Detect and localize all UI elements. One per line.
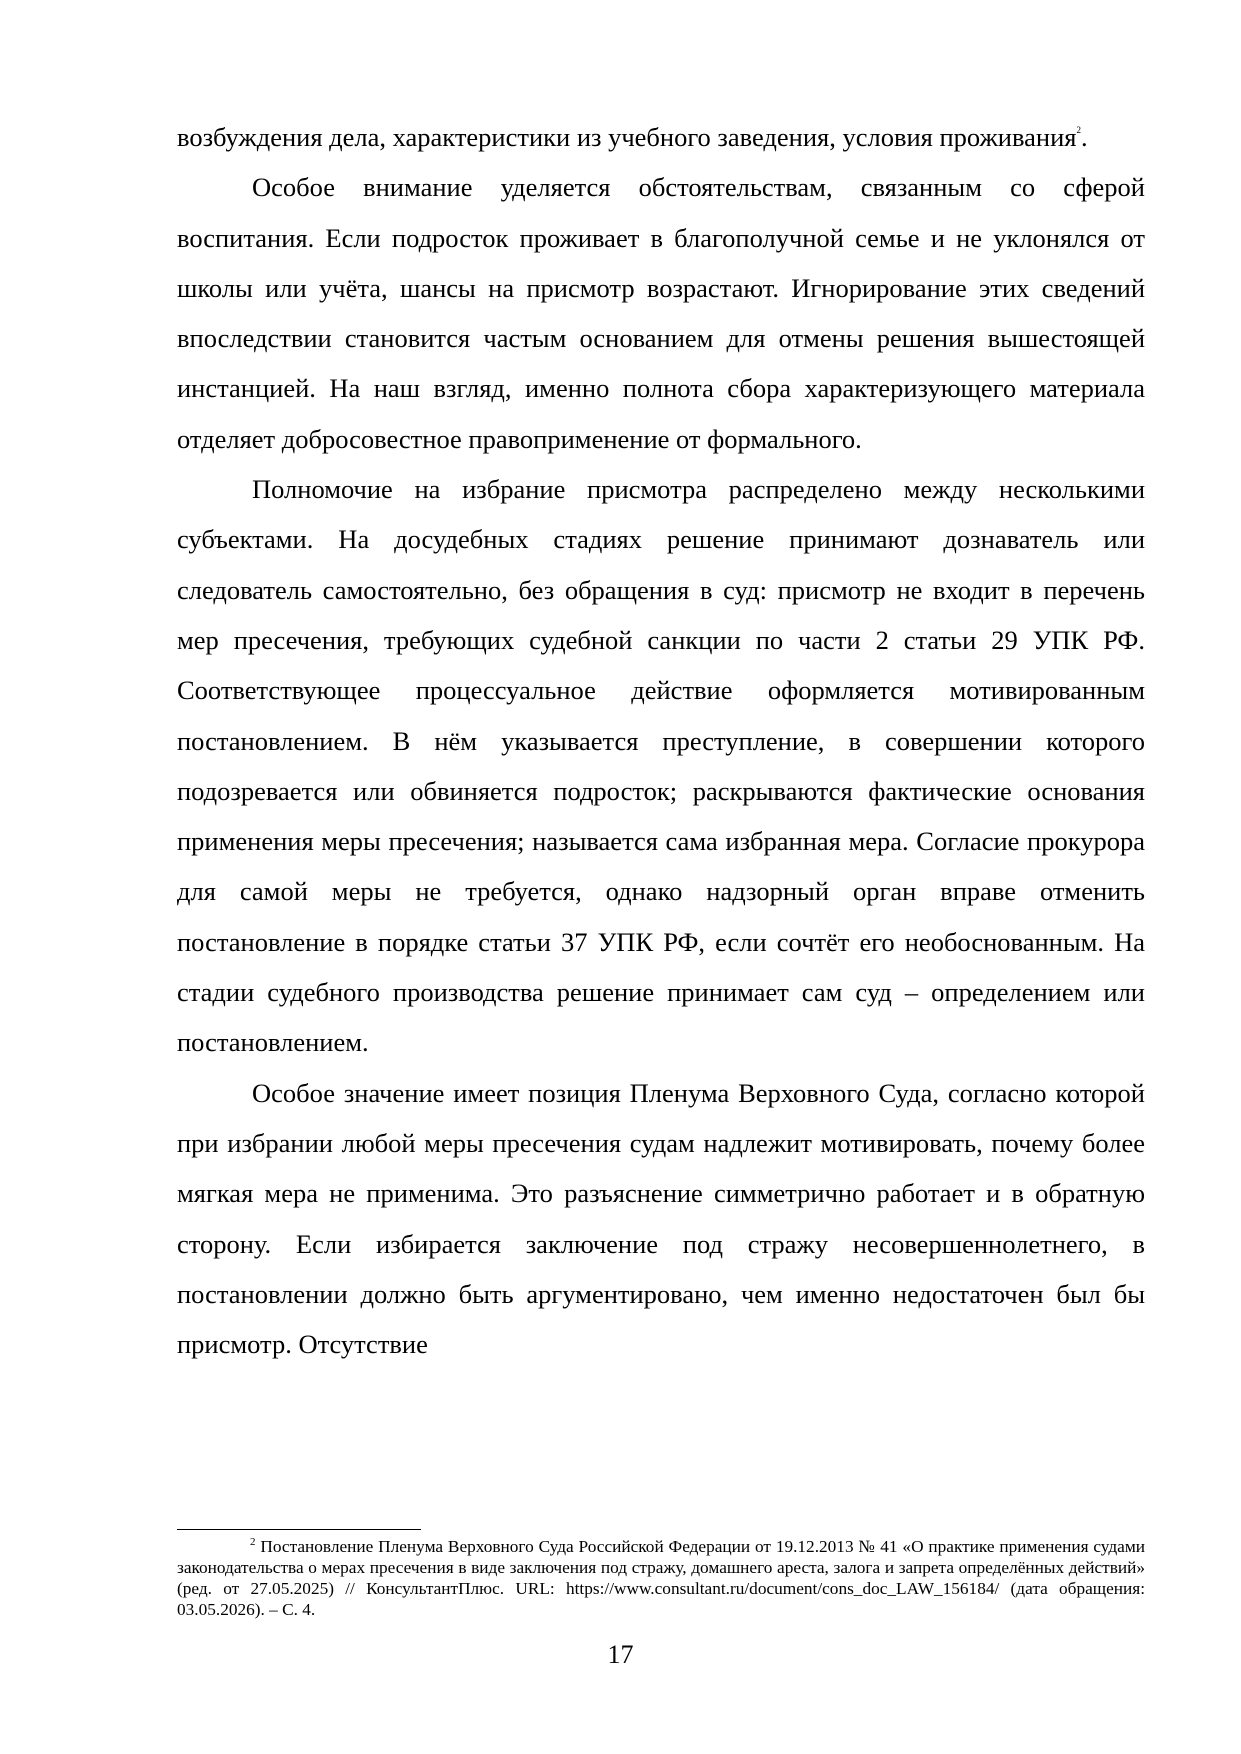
paragraph-continuation xyxy=(177,112,1145,162)
paragraph-text: возбуждения дела, характеристики из учебного заведения, условия проживания xyxy=(177,122,1077,152)
footnote xyxy=(177,1536,1145,1620)
body-text xyxy=(177,112,1145,1369)
paragraph-authority: Полномочие на избрание присмотра распределено между несколькими субъектами. На досудебных стадиях решение принимают дознаватель или следователь самостоятельно, без обращения в суд: присмотр не входит в перечень мер пресечения, требующих судебной санкции по части 2 статьи 29 УПК РФ. Соответствующее процессуальное действие оформляется мотивированным постановлением. В нём указывается преступление, в совершении которого подозревается или обвиняется подросток; раскрываются фактические основания применения меры пресечения; называется сама избранная мера. Согласие прокурора для самой меры не требуется, однако надзорный орган вправе отменить постановление в порядке статьи 37 УПК РФ, если сочтёт его необоснованным. На стадии судебного производства решение принимает сам суд – определением или постановлением. xyxy=(177,474,1145,1058)
paragraph-plenum-position: Особое значение имеет позиция Пленума Верховного Суда, согласно которой при избрании любой меры пресечения судам надлежит мотивировать, почему более мягкая мера не применима. Это разъяснение симметрично работает и в обратную сторону. Если избирается заключение под стражу несовершеннолетнего, в постановлении должно быть аргументировано, чем именно недостаточен был бы присмотр. Отсутствие xyxy=(177,1077,1145,1360)
paragraph-upbringing: Особое внимание уделяется обстоятельствам, связанным со сферой воспитания. Если подросток проживает в благополучной семье и не уклонялся от школы или учёта, шансы на присмотр возрастают. Игнорирование этих сведений впоследствии становится частым основанием для отмены решения вышестоящей инстанцией. На наш взгляд, именно полнота сбора характеризующего материала отделяет добросовестное правоприменение от формального. xyxy=(177,172,1145,454)
paragraph-end-punctuation: . xyxy=(1080,122,1088,152)
footnote-separator xyxy=(177,1529,421,1530)
page-number: 17 xyxy=(607,1640,634,1669)
footnote-number: 2 xyxy=(250,1536,256,1549)
footnote-text: Постановление Пленума Верховного Суда Российской Федерации от 19.12.2013 № 41 «О практике применения судами законодательства о мерах пресечения в виде заключения под стражу, домашнего ареста, залога и запрета определённых действий» (ред. от 27.05.2025) // КонсультантПлюс. URL: https://www.consultant.ru/document/cons_doc_LAW_156184/ (дата обращения: 03.05.2026). – С. 4. xyxy=(177,1537,1146,1619)
footnote-reference[interactable]: 2 xyxy=(1076,125,1081,135)
